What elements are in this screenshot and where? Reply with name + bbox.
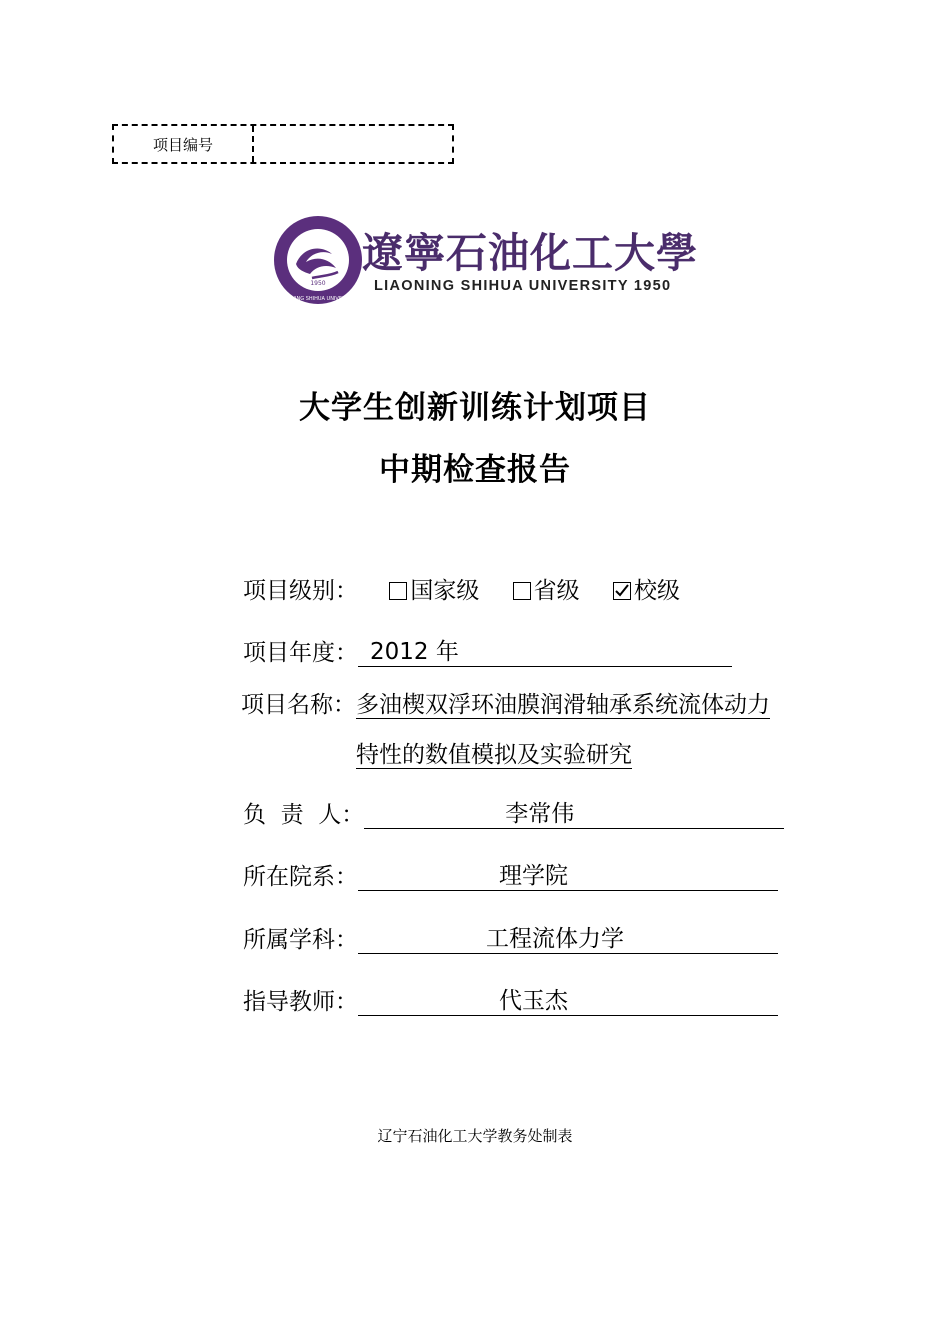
level-option-school[interactable]: 校级: [613, 572, 680, 605]
checkbox-unchecked-icon[interactable]: [513, 582, 531, 600]
footer-issuer: 辽宁石油化工大学教务处制表: [377, 1127, 573, 1145]
field-leader: [243, 796, 784, 829]
project-number-box: [112, 124, 454, 164]
field-name: [241, 686, 770, 719]
level-option-national[interactable]: 国家级: [389, 572, 479, 605]
field-level-label: 项目级别：: [243, 578, 358, 604]
document-subtitle: 中期检查报告: [379, 452, 571, 488]
field-advisor-value: 代玉杰: [499, 988, 568, 1014]
logo-english-name: LIAONING SHIHUA UNIVERSITY 1950: [374, 278, 672, 294]
checkbox-checked-icon[interactable]: [613, 582, 631, 600]
document-title: 大学生创新训练计划项目: [299, 390, 651, 426]
field-advisor-value-line[interactable]: [358, 987, 778, 1016]
field-department: [243, 858, 778, 891]
field-leader-label: 负 责 人：: [243, 802, 365, 828]
project-number-label: 项目编号: [114, 126, 254, 162]
field-department-value: 理学院: [499, 863, 568, 889]
svg-text:1950: 1950: [310, 280, 326, 287]
field-discipline: [243, 921, 778, 954]
field-department-label: 所在院系：: [243, 864, 358, 890]
logo-chinese-name: 遼寧石油化工大學: [362, 229, 698, 277]
field-name-continued: [356, 736, 632, 769]
field-leader-value: 李常伟: [505, 801, 575, 827]
university-seal-icon: [272, 214, 364, 306]
field-advisor: [243, 983, 778, 1016]
checkbox-unchecked-icon[interactable]: [389, 582, 407, 600]
field-department-value-line[interactable]: [358, 862, 778, 891]
field-level: [243, 572, 680, 605]
field-year-label: 项目年度：: [243, 640, 358, 666]
level-option-provincial[interactable]: 省级: [513, 572, 580, 605]
field-discipline-value-line[interactable]: [358, 925, 778, 954]
field-year-value-line[interactable]: [358, 638, 732, 667]
project-number-value[interactable]: [254, 126, 452, 162]
field-year-value: 2012 年: [370, 639, 459, 665]
field-advisor-label: 指导教师：: [243, 989, 358, 1015]
field-discipline-value: 工程流体力学: [486, 926, 624, 952]
field-year: [243, 634, 732, 667]
university-logo: [272, 214, 698, 310]
field-discipline-label: 所属学科：: [243, 927, 358, 953]
field-leader-value-line[interactable]: [364, 800, 784, 829]
field-name-label: 项目名称：: [241, 692, 356, 718]
field-name-value-line2[interactable]: 特性的数值模拟及实验研究: [356, 742, 632, 768]
field-name-value-line1[interactable]: 多油楔双浮环油膜润滑轴承系统流体动力: [356, 692, 770, 718]
svg-text:LIAONING SHIHUA UNIVERSITY: LIAONING SHIHUA UNIVERSITY: [279, 296, 357, 302]
